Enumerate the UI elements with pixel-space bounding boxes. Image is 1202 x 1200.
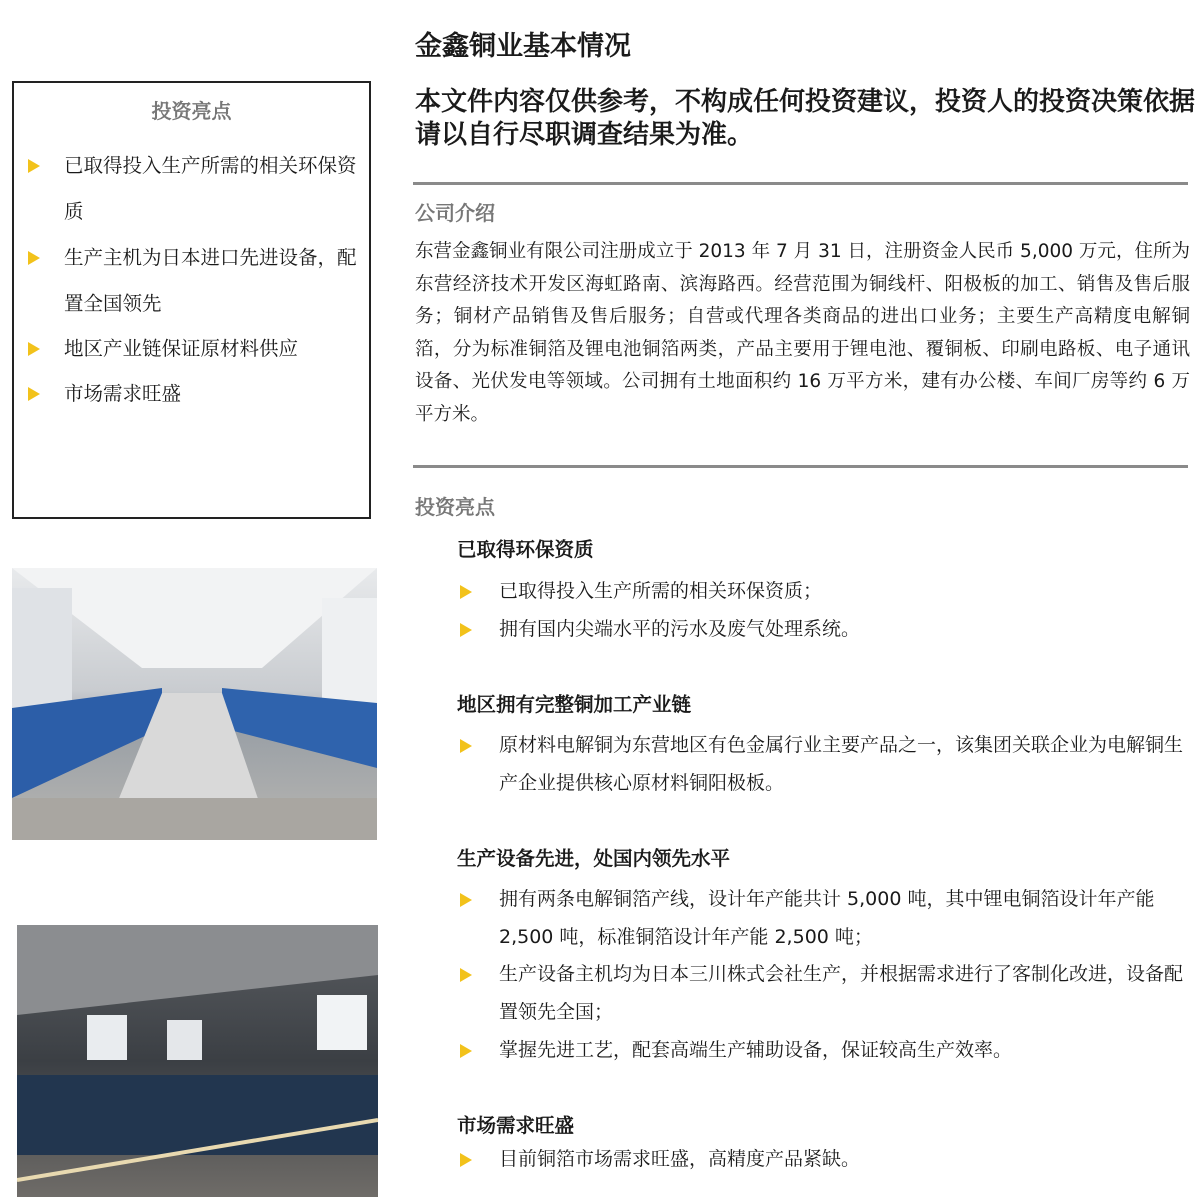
subsection-title: 已取得环保资质 bbox=[457, 538, 594, 561]
box-item: 市场需求旺盛 bbox=[64, 382, 182, 405]
list-item: 掌握先进工艺，配套高端生产辅助设备，保证较高生产效率。 bbox=[499, 1039, 1013, 1061]
factory-photo-2 bbox=[17, 925, 378, 1197]
box-item: 地区产业链保证原材料供应 bbox=[64, 337, 299, 360]
highlights-summary-box bbox=[12, 81, 371, 519]
bullet-triangle-icon bbox=[460, 585, 472, 599]
bullet-triangle-icon bbox=[460, 968, 472, 982]
page-title: 金鑫铜业基本情况 bbox=[415, 31, 631, 62]
list-item: 生产设备主机均为日本三川株式会社生产，并根据需求进行了客制化改进，设备配置领先全国； bbox=[499, 963, 1184, 1023]
bullet-triangle-icon bbox=[28, 342, 40, 356]
subsection-title: 市场需求旺盛 bbox=[457, 1114, 575, 1137]
bullet-triangle-icon bbox=[28, 251, 40, 265]
disclaimer: 本文件内容仅供参考，不构成任何投资建议，投资人的投资决策依据请以自行尽职调查结果为准。 bbox=[415, 87, 1196, 150]
list-item: 原材料电解铜为东营地区有色金属行业主要产品之一，该集团关联企业为电解铜生产企业提供核心原材料铜阳极板。 bbox=[499, 734, 1184, 794]
bullet-triangle-icon bbox=[460, 1044, 472, 1058]
list-item: 已取得投入生产所需的相关环保资质； bbox=[499, 580, 823, 602]
subsection-title: 生产设备先进，处国内领先水平 bbox=[457, 847, 731, 870]
list-item: 拥有两条电解铜箔产线，设计年产能共计 5,000 吨，其中锂电铜箔设计年产能 2,500 吨，标准铜箔设计年产能 2,500 吨； bbox=[499, 888, 1155, 948]
company-intro-heading: 公司介绍 bbox=[415, 201, 495, 225]
box-title: 投资亮点 bbox=[151, 99, 232, 123]
factory-photo-1 bbox=[12, 568, 377, 840]
bullet-triangle-icon bbox=[28, 387, 40, 401]
list-item: 拥有国内尖端水平的污水及废气处理系统。 bbox=[499, 618, 861, 640]
box-item: 已取得投入生产所需的相关环保资质 bbox=[64, 154, 357, 223]
subsection-title: 地区拥有完整铜加工产业链 bbox=[457, 693, 692, 716]
bullet-triangle-icon bbox=[460, 893, 472, 907]
divider bbox=[413, 465, 1188, 468]
company-intro-text: 东营金鑫铜业有限公司注册成立于 2013 年 7 月 31 日，注册资金人民币 5,000 万元，住所为东营经济技术开发区海虹路南、滨海路西。经营范围为铜线杆、阳极板的加工、销售及售后服务；铜材产品销售及售后服务；自营或代理各类商品的进出口业务；主要生产高精度电解铜箔，分为标准铜箔及锂电池铜箔两类，产品主要用于锂电池、覆铜板、印刷电路板、电子通讯设备、光伏发电等领域。公司拥有土地面积约 16 万平方米，建有办公楼、车间厂房等约 6 万平方米。 bbox=[415, 241, 1190, 425]
box-item: 生产主机为日本进口先进设备，配置全国领先 bbox=[64, 246, 357, 315]
bullet-triangle-icon bbox=[460, 739, 472, 753]
divider bbox=[413, 182, 1188, 185]
bullet-triangle-icon bbox=[460, 1153, 472, 1167]
bullet-triangle-icon bbox=[460, 623, 472, 637]
list-item: 目前铜箔市场需求旺盛，高精度产品紧缺。 bbox=[499, 1148, 861, 1170]
bullet-triangle-icon bbox=[28, 159, 40, 173]
highlights-heading: 投资亮点 bbox=[415, 495, 495, 519]
